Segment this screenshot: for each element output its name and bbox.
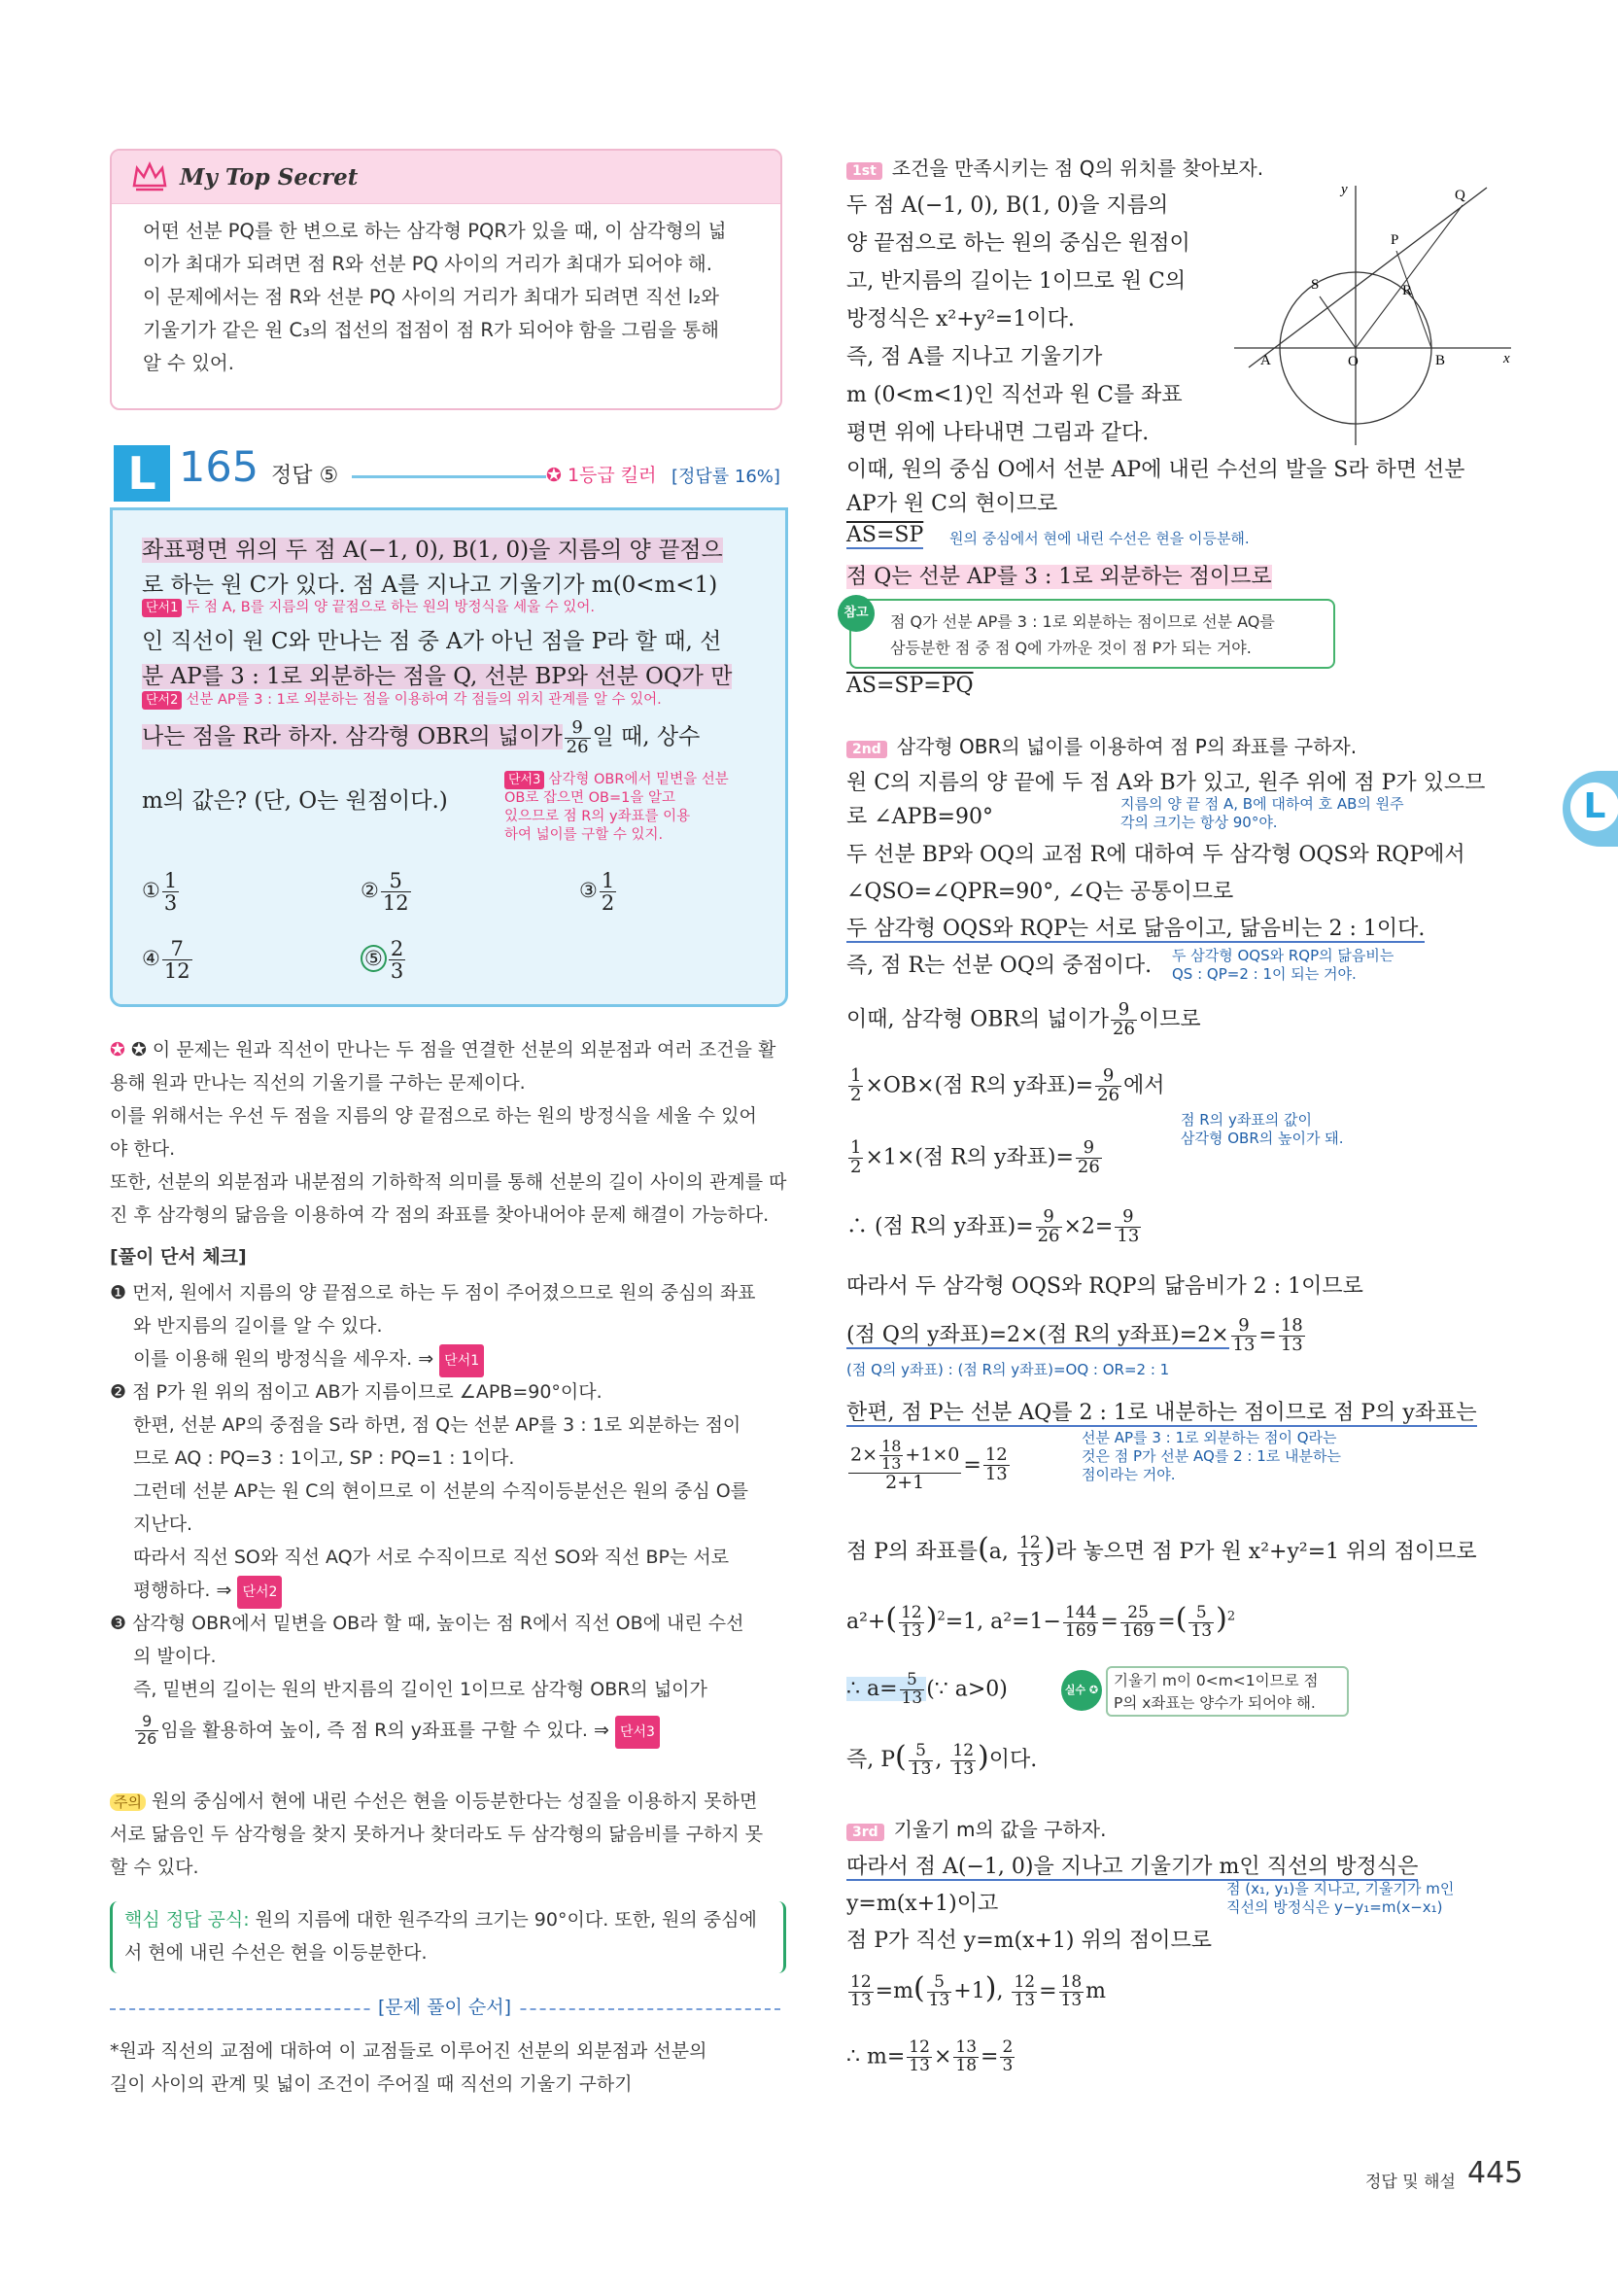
secret-line: 이 문제에서는 점 R와 선분 PQ 사이의 거리가 최대가 되려면 직선 l₂와 xyxy=(143,286,720,308)
crown-icon xyxy=(131,160,168,191)
secret-body xyxy=(143,215,755,380)
sol-line: 따라서 두 삼각형 OQS와 RQP의 닮음비가 2 : 1이므로 xyxy=(846,1274,1363,1299)
label-a: A xyxy=(1260,353,1271,368)
sol-note: 두 삼각형 OQS와 RQP의 닮음비는 QS : QP=2 : 1이 되는 거야. xyxy=(1172,947,1394,983)
label-q: Q xyxy=(1455,188,1465,203)
key-formula-line: 핵심 정답 공식: 원의 지름에 대한 원주각의 크기는 90°이다. 또한, 원의 중심에 xyxy=(124,1909,757,1931)
sol-line: 이때, 원의 중심 O에서 선분 AP에 내린 수선의 발을 S라 하면 선분 xyxy=(846,458,1465,482)
sol-line: 한편, 점 P는 선분 AQ를 2 : 1로 내분하는 점이므로 점 P의 y좌표는 xyxy=(846,1401,1477,1425)
problem-letter-badge: L xyxy=(114,445,170,502)
sol-eq: a²+( $\frac{12}{13}$ )$^2$=1, a²=1− $\frac{144}{169}$ = $\frac{25}{169}$ =( $\frac{5}{13}$ )$^2$ xyxy=(846,1602,1236,1641)
sol-line: AP가 원 C의 현이므로 xyxy=(846,492,1058,516)
step2-header: 2nd 삼각형 OBR의 넓이를 이용하여 점 P의 좌표를 구하자. xyxy=(846,731,1357,759)
sol-note: 지름의 양 끝 점 A, B에 대하여 호 AB의 원주 각의 크기는 항상 90°야. xyxy=(1120,795,1404,831)
label-s: S xyxy=(1311,277,1320,293)
check-line: 지난다. xyxy=(133,1513,193,1535)
sol-eq: 즉, P( $\frac{5}{13}$ , $\frac{12}{13}$ )이다. xyxy=(846,1740,1038,1779)
secret-line: 어떤 선분 PQ를 한 변으로 하는 삼각형 PQR가 있을 때, 이 삼각형의 넓 xyxy=(143,220,727,242)
sol-line: 이때, 삼각형 OBR의 넓이가 $\frac{9}{26}$ 이므로 xyxy=(846,999,1201,1039)
page-number: 445 xyxy=(1467,2156,1524,2190)
secret-header xyxy=(112,151,780,204)
sol-line: m (0<m<1)인 직선과 원 C를 좌표 xyxy=(846,383,1183,407)
reference-line: 점 Q가 선분 AP를 3 : 1로 외분하는 점이므로 선분 AQ를 xyxy=(890,612,1275,631)
circle-figure xyxy=(1229,178,1521,450)
check-line: $\frac{9}{26}$ 임을 활용하여 높이, 즉 점 R의 y좌표를 구할 수 있다. ⇒ 단서3 xyxy=(133,1714,660,1749)
reference-box xyxy=(843,599,1335,669)
sol-line: 양 끝점으로 하는 원의 중심은 원점이 xyxy=(846,231,1190,256)
label-b: B xyxy=(1435,353,1446,368)
sol-eq: $\frac{1}{2}$ ×OB×(점 R의 y좌표)= $\frac{9}{26}$ 에서 xyxy=(850,1065,1165,1105)
check-line: 즉, 밑변의 길이는 원의 반지름의 길이인 1이므로 삼각형 OBR의 넓이가 xyxy=(133,1679,707,1700)
sol-line: 즉, 점 A를 지나고 기울기가 xyxy=(846,345,1103,369)
tip-box xyxy=(1061,1666,1353,1722)
warning-line: 할 수 있다. xyxy=(110,1857,199,1878)
sol-line: 점 Q는 선분 AP를 3 : 1로 외분하는 점이므로 xyxy=(846,565,1272,589)
reference-line: 삼등분한 점 중 점 Q에 가까운 것이 점 P가 되는 거야. xyxy=(890,639,1252,657)
reference-badge: 참고 xyxy=(838,595,875,632)
sol-line: 두 점 A(−1, 0), B(1, 0)을 지름의 xyxy=(846,193,1169,218)
sol-eq: $\frac{1}{2}$ ×1×(점 R의 y좌표)= $\frac{9}{26}$ xyxy=(850,1137,1100,1177)
problem-line: 인 직선이 원 C와 만나는 점 중 A가 아닌 점을 P라 할 때, 선 xyxy=(142,629,722,654)
check-title: [풀이 단서 체크] xyxy=(110,1246,247,1268)
check-line: ❷ 점 P가 원 위의 점이고 AB가 지름이므로 ∠APB=90°이다. xyxy=(110,1381,602,1403)
footer-label: 정답 및 해설 xyxy=(1365,2173,1456,2192)
chapter-tab: L xyxy=(1563,771,1618,847)
label-y: y xyxy=(1341,182,1348,197)
header-rule xyxy=(352,475,546,478)
line-os xyxy=(1320,296,1356,348)
sol-note: (점 Q의 y좌표) : (점 R의 y좌표)=OQ : OR=2 : 1 xyxy=(846,1361,1170,1378)
sol-note: 점 R의 y좌표의 값이 삼각형 OBR의 높이가 돼. xyxy=(1181,1111,1344,1147)
sol-line: 점 P가 직선 y=m(x+1) 위의 점이므로 xyxy=(846,1929,1213,1953)
sol-line: 점 P의 좌표를(a, $\frac{12}{13}$ )라 놓으면 점 P가 원 x²+y²=1 위의 점이므로 xyxy=(846,1532,1477,1571)
check-line: 이를 이용해 원의 방정식을 세우자. ⇒ 단서1 xyxy=(133,1342,484,1377)
sol-line: 원 C의 지름의 양 끝에 두 점 A와 B가 있고, 원주 위에 점 P가 있으므 xyxy=(846,771,1486,795)
choice-4[interactable]: ④ $\frac{7}{12}$ xyxy=(142,937,190,984)
problem-line: 좌표평면 위의 두 점 A(−1, 0), B(1, 0)을 지름의 양 끝점으 xyxy=(142,538,723,563)
secret-line: 기울기가 같은 원 C₃의 접선의 접점이 점 R가 되어야 함을 그림을 통해 xyxy=(143,319,719,341)
secret-title: My Top Secret xyxy=(180,164,359,191)
choice-1[interactable]: ① $\frac{1}{3}$ xyxy=(142,869,178,916)
sol-eq: ∴ (점 R의 y좌표)= $\frac{9}{26}$ ×2= $\frac{9}{13}$ xyxy=(846,1206,1140,1246)
problem-number: 165 xyxy=(179,443,259,492)
secret-line: 알 수 있어. xyxy=(143,352,234,374)
label-o: O xyxy=(1348,354,1359,369)
sol-eq: ∴ a= $\frac{5}{13}$ (∵ a>0) xyxy=(846,1670,1008,1708)
correct-rate: [정답률 16%] xyxy=(671,467,780,487)
intro-line: 야 한다. xyxy=(110,1138,176,1160)
check-line: ❸ 삼각형 OBR에서 밑변을 OB라 할 때, 높이는 점 R에서 직선 OB에 내린 수선 xyxy=(110,1613,744,1634)
step3-header: 3rd 기울기 m의 값을 구하자. xyxy=(846,1814,1106,1842)
problem-line: 분 AP를 3 : 1로 외분하는 점을 Q, 선분 BP와 선분 OQ가 만 xyxy=(142,664,733,689)
warning-line: 서로 닮음인 두 삼각형을 찾지 못하거나 찾더라도 두 삼각형의 닮음비를 구하지 못 xyxy=(110,1824,764,1845)
sol-line: 고, 반지름의 길이는 1이므로 원 C의 xyxy=(846,269,1187,294)
hint-2: 단서2 선분 AP를 3 : 1로 외분하는 점을 이용하여 각 점들의 위치 관계를 알 수 있어. xyxy=(142,691,662,710)
intro-line: 이를 위해서는 우선 두 점을 지름의 양 끝점으로 하는 원의 방정식을 세울 수 있어 xyxy=(110,1105,757,1127)
sol-eq: ∴ m= $\frac{12}{13}$ × $\frac{13}{18}$ = $\frac{2}{3}$ xyxy=(846,2037,1014,2075)
order-title: [문제 풀이 순서] xyxy=(372,1991,517,2024)
sol-eq-as-sp: AS=SP xyxy=(846,523,924,547)
choice-2[interactable]: ② $\frac{5}{12}$ xyxy=(361,869,409,916)
check-line: 따라서 직선 SO와 직선 AQ가 서로 수직이므로 직선 SO와 직선 BP는 서로 xyxy=(133,1547,730,1568)
sol-note: 원의 중심에서 현에 내린 수선은 현을 이등분해. xyxy=(949,530,1250,547)
check-line: 의 발이다. xyxy=(133,1646,217,1667)
my-top-secret-box xyxy=(110,149,782,410)
warning-line: 주의 원의 중심에서 현에 내린 수선은 현을 이등분한다는 성질을 이용하지 못하면 xyxy=(110,1785,757,1819)
tip-text: 기울기 m이 0<m<1이므로 점 P의 x좌표는 양수가 되어야 해. xyxy=(1106,1666,1349,1717)
step1-header: 1st 조건을 만족시키는 점 Q의 위치를 찾아보자. xyxy=(846,153,1263,181)
sol-eq-fraction: 2× $\frac{18}{13}$ +1×0 2+1 = $\frac{12}{13}$ xyxy=(850,1437,1008,1493)
sol-eq: (점 Q의 y좌표)=2×(점 R의 y좌표)=2× $\frac{9}{13}$ = $\frac{18}{13}$ xyxy=(846,1315,1303,1355)
choice-3[interactable]: ③ $\frac{1}{2}$ xyxy=(579,869,615,916)
tip-badge: 실수 ✪ xyxy=(1061,1670,1102,1711)
key-formula-box xyxy=(110,1901,786,1973)
intro-line: 진 후 삼각형의 닮음을 이용하여 각 점의 좌표를 찾아내어야 문제 해결이 가능하다. xyxy=(110,1204,770,1226)
problem-box xyxy=(110,507,788,1007)
sol-line: 두 선분 BP와 OQ의 교점 R에 대하여 두 삼각형 OQS와 RQP에서 xyxy=(846,843,1465,867)
sol-line: 방정식은 x²+y²=1이다. xyxy=(846,307,1075,331)
sol-line: 즉, 점 R는 선분 OQ의 중점이다. xyxy=(846,954,1153,978)
intro-line: 용해 원과 만나는 직선의 기울기를 구하는 문제이다. xyxy=(110,1072,526,1094)
line-bp xyxy=(1396,251,1431,348)
label-x: x xyxy=(1503,351,1510,366)
check-line: ❶ 먼저, 원에서 지름의 양 끝점으로 하는 두 점이 주어졌으므로 원의 중심의 좌표 xyxy=(110,1282,756,1304)
check-line: 와 반지름의 길이를 알 수 있다. xyxy=(133,1315,383,1337)
line-oq xyxy=(1356,205,1463,348)
sol-line: y=m(x+1)이고 xyxy=(846,1892,999,1916)
check-line: 평행하다. ⇒ 단서2 xyxy=(133,1574,282,1609)
line-aq xyxy=(1249,188,1487,367)
intro-line: 또한, 선분의 외분점과 내분점의 기하학적 의미를 통해 선분의 길이 사이의 관계를 따 xyxy=(110,1171,787,1193)
order-line: 길이 사이의 관계 및 넓이 조건이 주어질 때 직선의 기울기 구하기 xyxy=(110,2073,633,2095)
sol-eq: $\frac{12}{13}$ =m( $\frac{5}{13}$ +1), $\frac{12}{13}$ = $\frac{18}{13}$ m xyxy=(850,1971,1107,2010)
answer-label: 정답 ⑤ xyxy=(271,464,339,488)
choice-5[interactable]: ⑤ $\frac{2}{3}$ xyxy=(361,938,407,982)
sol-note: 선분 AP를 3 : 1로 외분하는 점이 Q라는 것은 점 P가 선분 AQ를 2 : 1로 내분하는 점이라는 거야. xyxy=(1082,1429,1342,1483)
problem-line: 로 하는 원 C가 있다. 점 A를 지나고 기울기가 m(0<m<1) xyxy=(142,573,718,598)
key-formula-line: 서 현에 내린 수선은 현을 이등분한다. xyxy=(124,1942,428,1964)
sol-line: ∠QSO=∠QPR=90°, ∠Q는 공통이므로 xyxy=(846,880,1234,904)
check-line: 므로 AQ : PQ=3 : 1이고, SP : PQ=1 : 1이다. xyxy=(133,1447,515,1469)
label-p: P xyxy=(1391,232,1399,248)
sol-eq-as-sp-pq: AS=SP=PQ xyxy=(846,674,974,698)
intro-line: ✪ ✪ 이 문제는 원과 직선이 만나는 두 점을 연결한 선분의 외분점과 여러 조건을 활 xyxy=(110,1039,776,1061)
order-line: *원과 직선의 교점에 대하여 이 교점들로 이루어진 선분의 외분점과 선분의 xyxy=(110,2040,707,2062)
sol-line: 두 삼각형 OQS와 RQP는 서로 닮음이고, 닮음비는 2 : 1이다. xyxy=(846,917,1426,941)
label-r: R xyxy=(1402,283,1413,298)
problem-line: 나는 점을 R라 하자. 삼각형 OBR의 넓이가 $\frac{9}{26}$ 일 때, 상수 xyxy=(142,716,701,757)
hint-1: 단서1 두 점 A, B를 지름의 양 끝점으로 하는 원의 방정식을 세울 수 있어. xyxy=(142,599,595,617)
sol-line: 따라서 점 A(−1, 0)을 지나고 기울기가 m인 직선의 방정식은 xyxy=(846,1855,1419,1879)
killer-badge: ✪ 1등급 킬러 xyxy=(546,465,657,486)
check-line: 그런데 선분 AP는 원 C의 현이므로 이 선분의 수직이등분선은 원의 중심 O를 xyxy=(133,1480,749,1502)
check-line: 한편, 선분 AP의 중점을 S라 하면, 점 Q는 선분 AP를 3 : 1로 외분하는 점이 xyxy=(133,1414,741,1436)
sol-note: 점 (x₁, y₁)을 지나고, 기울기가 m인 직선의 방정식은 y−y₁=m(x−x₁) xyxy=(1226,1880,1455,1916)
secret-line: 이가 최대가 되려면 점 R와 선분 PQ 사이의 거리가 최대가 되어야 해. xyxy=(143,253,712,275)
sol-line: 평면 위에 나타내면 그림과 같다. xyxy=(846,421,1150,445)
problem-line: m의 값은? (단, O는 원점이다.) xyxy=(142,788,448,814)
hint-3: 단서3 삼각형 OBR에서 밑변을 선분 OB로 잡으면 OB=1을 알고 있으므로 점 R의 y좌표를 이용 하여 넓이를 구할 수 있지. xyxy=(504,772,729,843)
sol-line: 로 ∠APB=90° xyxy=(846,805,993,829)
